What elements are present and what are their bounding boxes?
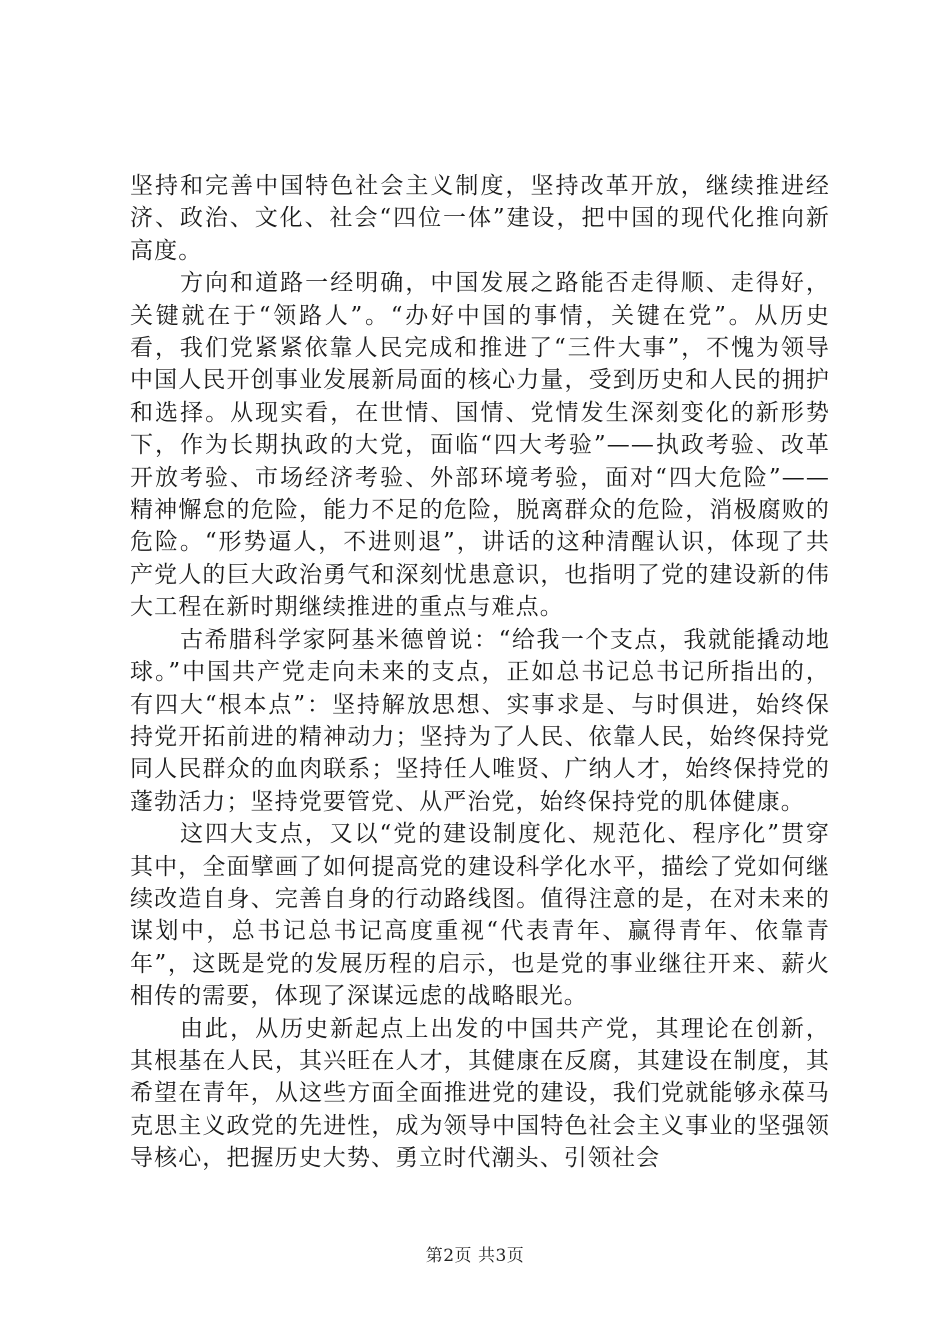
paragraph-3: 古希腊科学家阿基米德曾说：“给我一个支点，我就能撬动地球。”中国共产党走向未来的支点，正如总书记总书记所指出的，有四大“根本点”：坚持解放思想、实事求是、与时俱进，始终保持党开拓前进的精神动力；坚持为了人民、依靠人民，始终保持党同人民群众的血肉联系；坚持任人唯贤、广纳人才，始终保持党的蓬勃活力；坚持党要管党、从严治党，始终保持党的肌体健康。 <box>130 626 830 815</box>
page-number-footer: 第2页 共3页 <box>425 1246 525 1266</box>
paragraph-2: 方向和道路一经明确，中国发展之路能否走得顺、走得好，关键就在于“领路人”。“办好中国的事情，关键在党”。从历史看，我们党紧紧依靠人民完成和推进了“三件大事”，不愧为领导中国人民开创事业发展新局面的核心力量，受到历史和人民的拥护和选择。从现实看，在世情、国情、党情发生深刻变化的新形势下，作为长期执政的大党，面临“四大考验”——执政考验、改革开放考验、市场经济考验、外部环境考验，面对“四大危险”——精神懈怠的危险，能力不足的危险，脱离群众的危险，消极腐败的危险。“形势逼人，不进则退”，讲话的这种清醒认识，体现了共产党人的巨大政治勇气和深刻忧患意识，也指明了党的建设新的伟大工程在新时期继续推进的重点与难点。 <box>130 270 830 621</box>
paragraph-4: 这四大支点，又以“党的建设制度化、规范化、程序化”贯穿其中，全面擘画了如何提高党的建设科学化水平，描绘了党如何继续改造自身、完善自身的行动路线图。值得注意的是，在对未来的谋划中，总书记总书记高度重视“代表青年、赢得青年、依靠青年”，这既是党的发展历程的启示，也是党的事业继往开来、薪火相传的需要，体现了深谋远虑的战略眼光。 <box>130 821 830 1010</box>
paragraph-5: 由此，从历史新起点上出发的中国共产党，其理论在创新，其根基在人民，其兴旺在人才，其健康在反腐，其建设在制度，其希望在青年，从这些方面全面推进党的建设，我们党就能够永葆马克思主义政党的先进性，成为领导中国特色社会主义事业的坚强领导核心，把握历史大势、勇立时代潮头、引领社会 <box>130 1015 830 1172</box>
document-body <box>130 170 830 1175</box>
paragraph-1: 坚持和完善中国特色社会主义制度，坚持改革开放，继续推进经济、政治、文化、社会“四位一体”建设，把中国的现代化推向新高度。 <box>130 173 830 264</box>
